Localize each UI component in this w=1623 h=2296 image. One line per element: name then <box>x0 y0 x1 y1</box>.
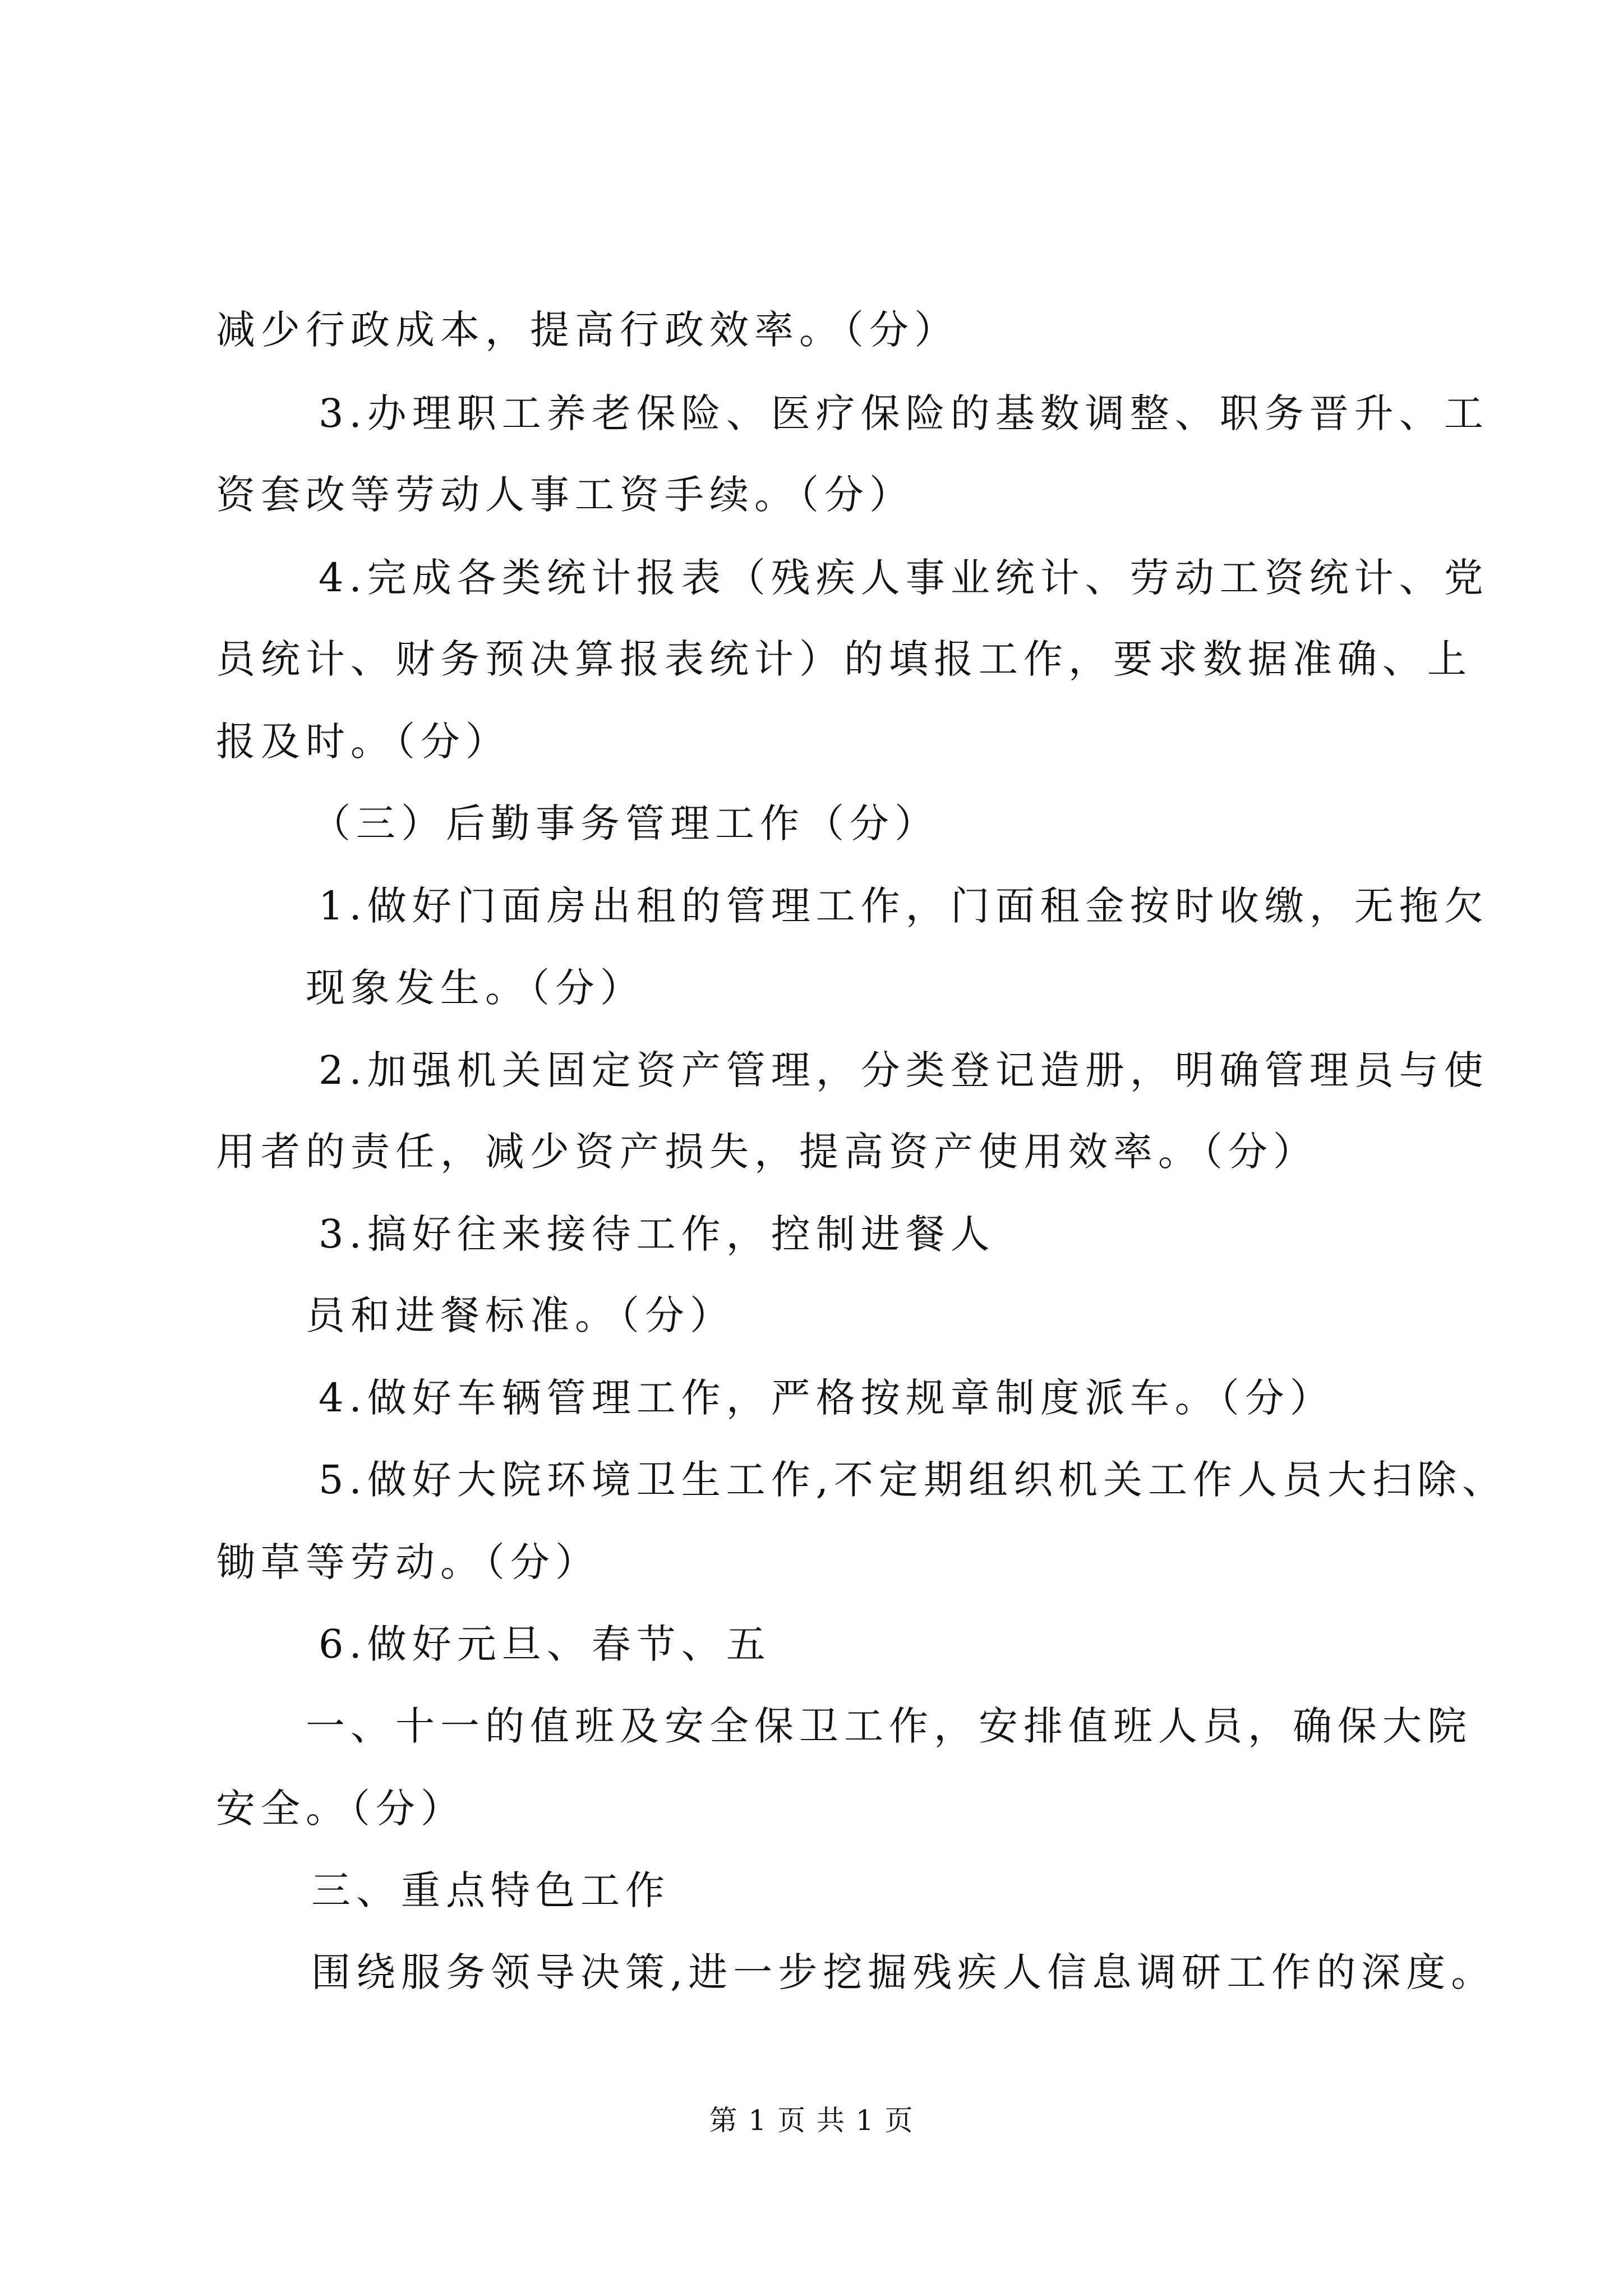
text-line: 用者的责任，减少资产损失，提高资产使用效率。（分） <box>216 1129 1318 1175</box>
text-line: 1.做好门面房出租的管理工作，门面租金按时收缴，无拖欠 <box>319 883 1489 929</box>
text-line: 资套改等劳动人事工资手续。（分） <box>216 472 914 518</box>
section-heading: （三）后勤事务管理工作（分） <box>311 800 939 846</box>
text-line: 2.加强机关固定资产管理，分类登记造册，明确管理员与使 <box>319 1047 1489 1093</box>
text-line: 围绕服务领导决策,进一步挖掘残疾人信息调研工作的深度。 <box>311 1949 1496 1995</box>
text-line: 5.做好大院环境卫生工作,不定期组织机关工作人员大扫除、 <box>319 1457 1507 1503</box>
text-line: 现象发生。（分） <box>306 965 645 1011</box>
section-heading: 三、重点特色工作 <box>311 1867 670 1913</box>
text-line: 员统计、财务预决算报表统计）的填报工作，要求数据准确、上 <box>216 636 1472 682</box>
text-line: 4.做好车辆管理工作，严格按规章制度派车。（分） <box>319 1375 1335 1421</box>
text-line: 员和进餐标准。（分） <box>306 1292 735 1338</box>
text-line: 3.搞好往来接待工作，控制进餐人 <box>319 1211 995 1257</box>
text-line: 减少行政成本，提高行政效率。（分） <box>216 307 959 353</box>
page-footer: 第 1 页 共 1 页 <box>709 2104 914 2137</box>
text-line: 3.办理职工养老保险、医疗保险的基数调整、职务晋升、工 <box>319 390 1489 436</box>
text-line: 一、十一的值班及安全保卫工作，安排值班人员，确保大院 <box>306 1703 1472 1749</box>
text-line: 报及时。（分） <box>216 719 510 765</box>
text-line: 安全。（分） <box>216 1786 465 1832</box>
text-line: 4.完成各类统计报表（残疾人事业统计、劳动工资统计、党 <box>319 555 1489 601</box>
text-line: 6.做好元旦、春节、五 <box>319 1621 771 1667</box>
text-line: 锄草等劳动。（分） <box>216 1539 600 1585</box>
